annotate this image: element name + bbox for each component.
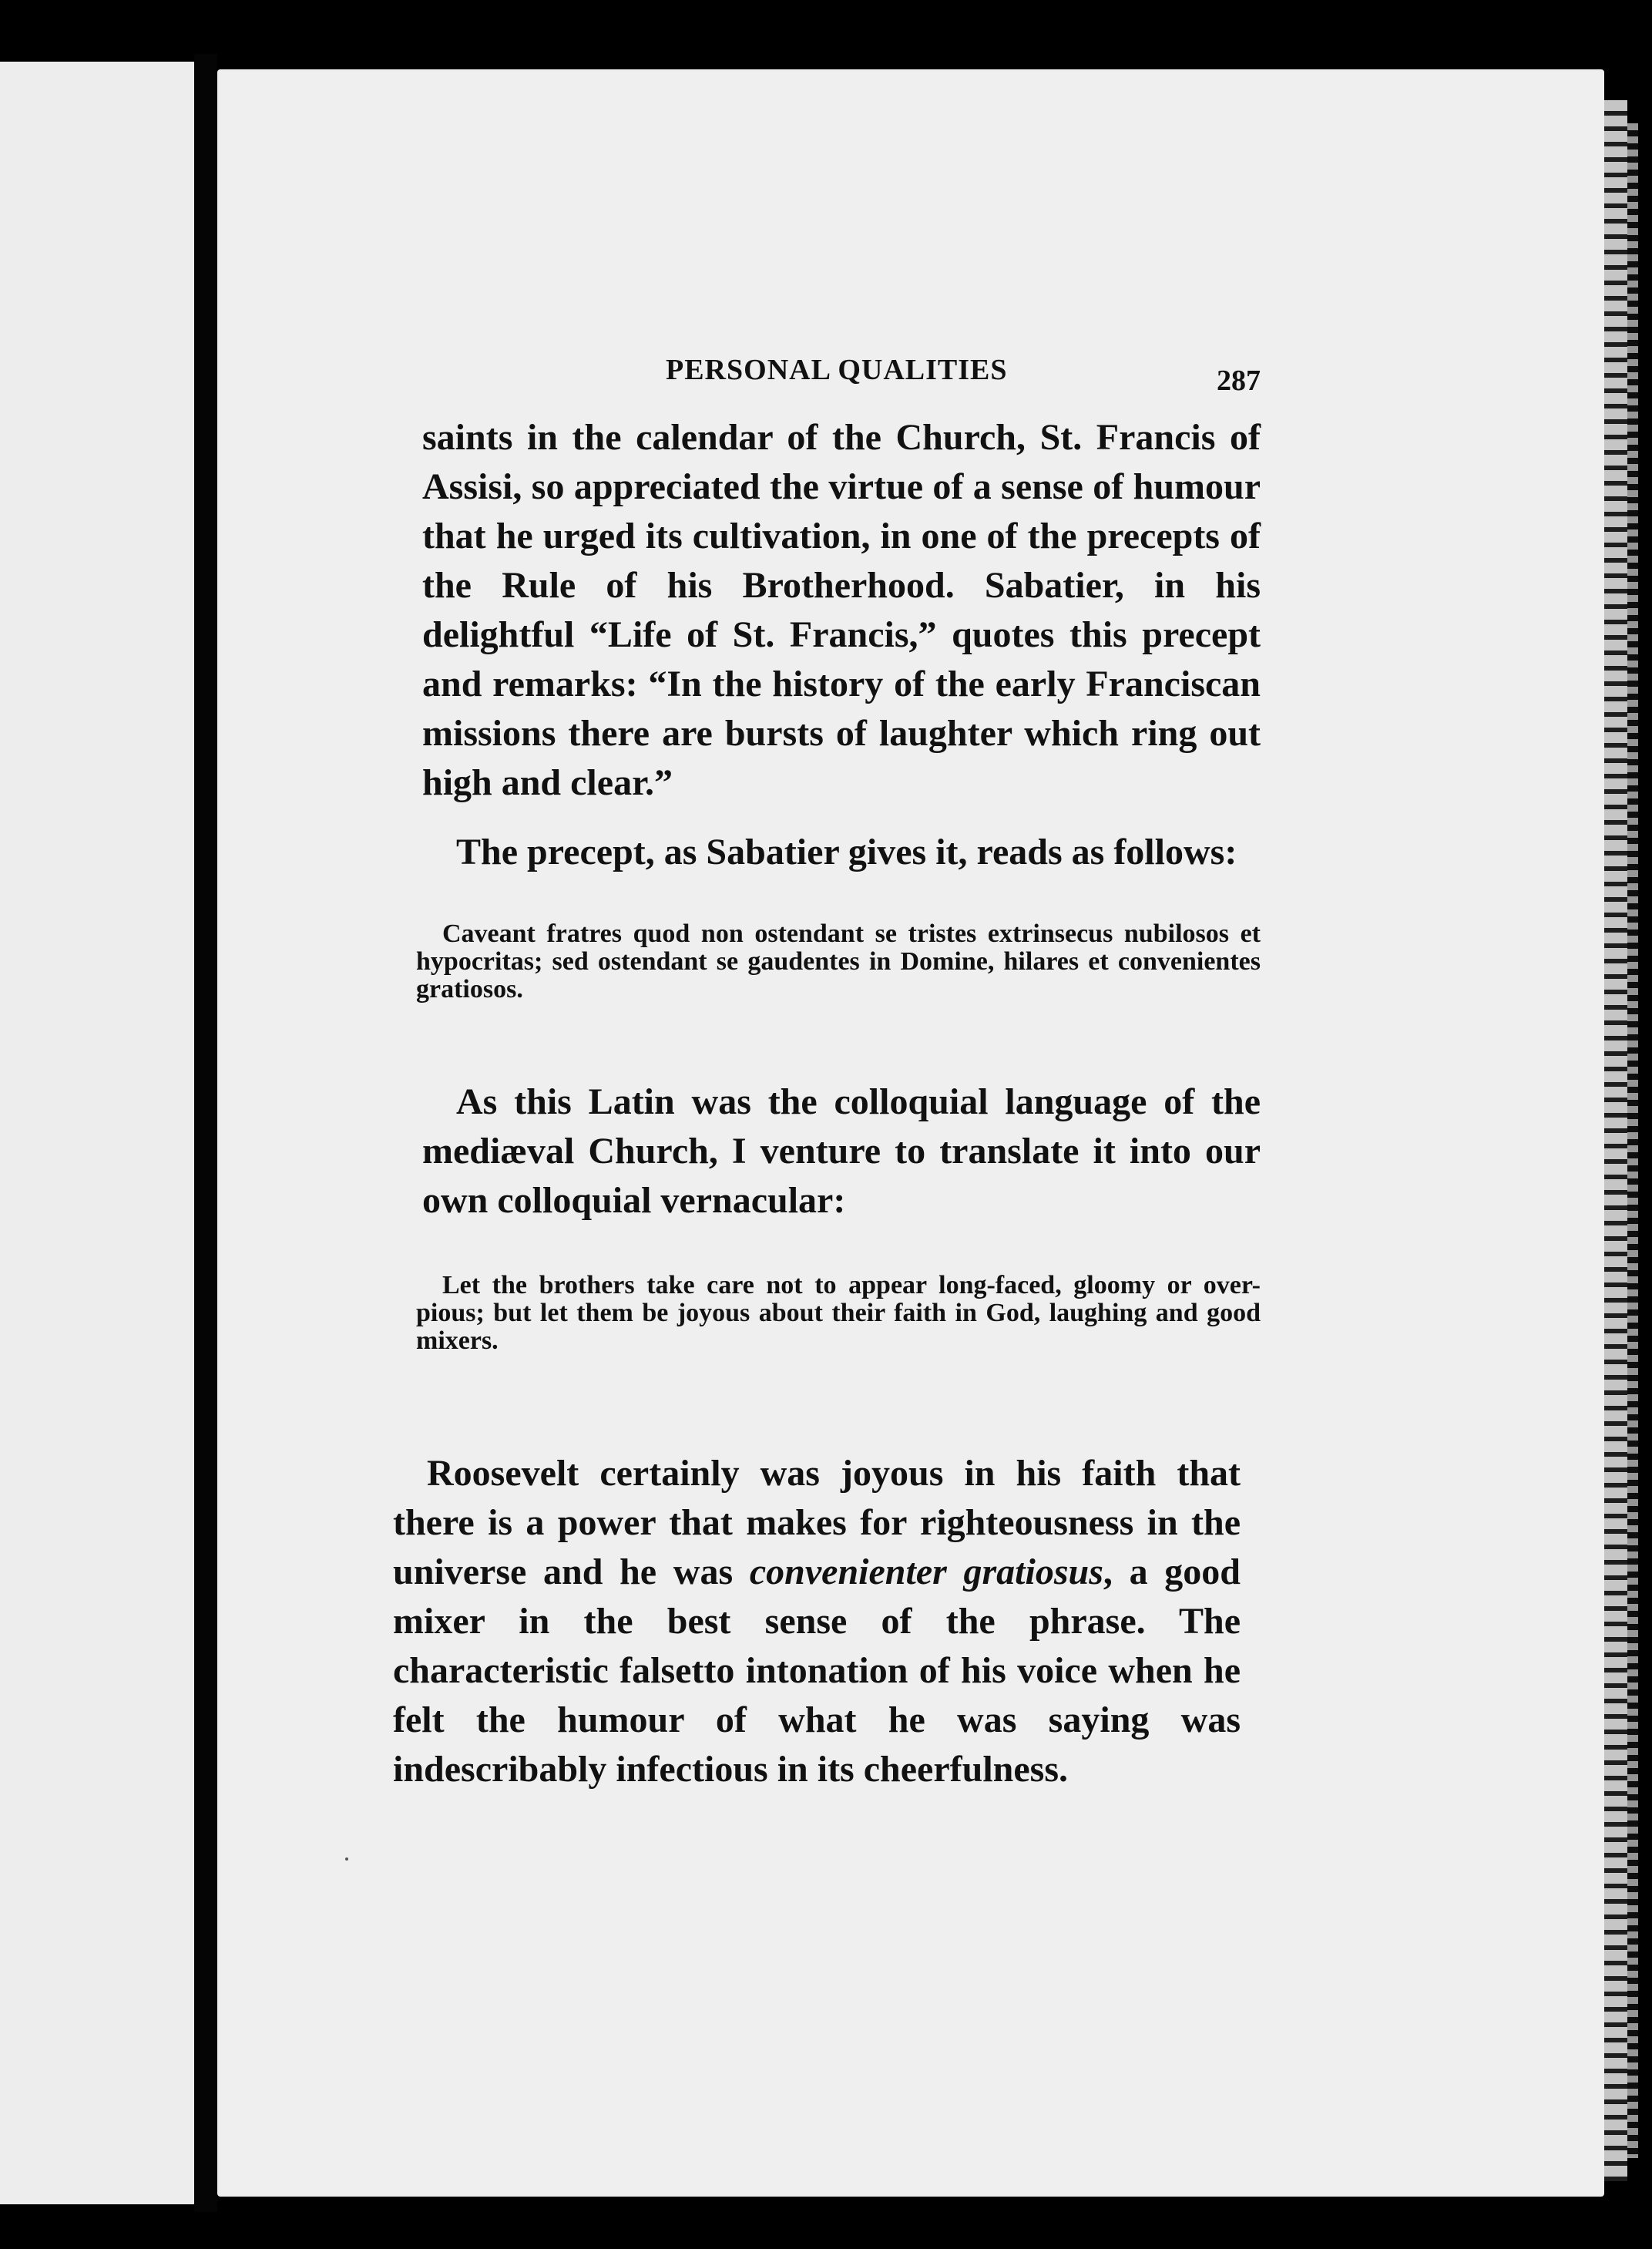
page-number: 287	[1217, 365, 1261, 397]
running-head: PERSONAL QUALITIES	[666, 354, 1008, 386]
page-edge-stack-outer	[1627, 123, 1638, 2158]
roosevelt-text-before: Roosevelt certainly was joyous in his faith that there is a power that makes for righteousness in the universe and he was	[393, 1453, 1241, 1592]
book-gutter	[194, 54, 217, 2212]
page-header	[422, 353, 1261, 399]
page-edge-stack	[1604, 100, 1627, 2181]
english-precept-quote: Let the brothers take care not to appear long-faced, gloomy or over-pious; but let them be joyous about their faith in God, laughing and good mixers.	[416, 1271, 1261, 1355]
paragraph-translation-intro: As this Latin was the colloquial language of the mediæval Church, I venture to translate it into our own colloquial vernacular:	[422, 1081, 1261, 1221]
scan-speck	[345, 1857, 348, 1861]
roosevelt-latin-phrase: convenienter gratiosus	[749, 1551, 1103, 1592]
left-blank-page	[0, 62, 194, 2204]
roosevelt-text-after: , a good mixer in the best sense of the phrase. The characteristic falsetto intonation of his voice when he felt the humour of what he was saying was indescribably infectious in its cheerfulness.	[393, 1551, 1241, 1790]
paragraph-roosevelt	[393, 1449, 1241, 1794]
paragraph-precept-intro: The precept, as Sabatier gives it, reads as follows:	[456, 832, 1237, 872]
latin-precept-quote: Caveant fratres quod non ostendant se tristes extrinsecus nubilosos et hypocritas; sed ostendant se gaudentes in Domine, hilares et convenientes gratiosos.	[416, 919, 1261, 1003]
paragraph-saints: saints in the calendar of the Church, St. Francis of Assisi, so appreciated the virtue of a sense of humour that he urged its cultivation, in one of the precepts of the Rule of his Brotherhood. Sabatier, in his delightful “Life of St. Francis,” quotes this precept and remarks: “In the history of the early Franciscan missions there are bursts of laughter which ring out high and clear.”	[422, 417, 1261, 803]
